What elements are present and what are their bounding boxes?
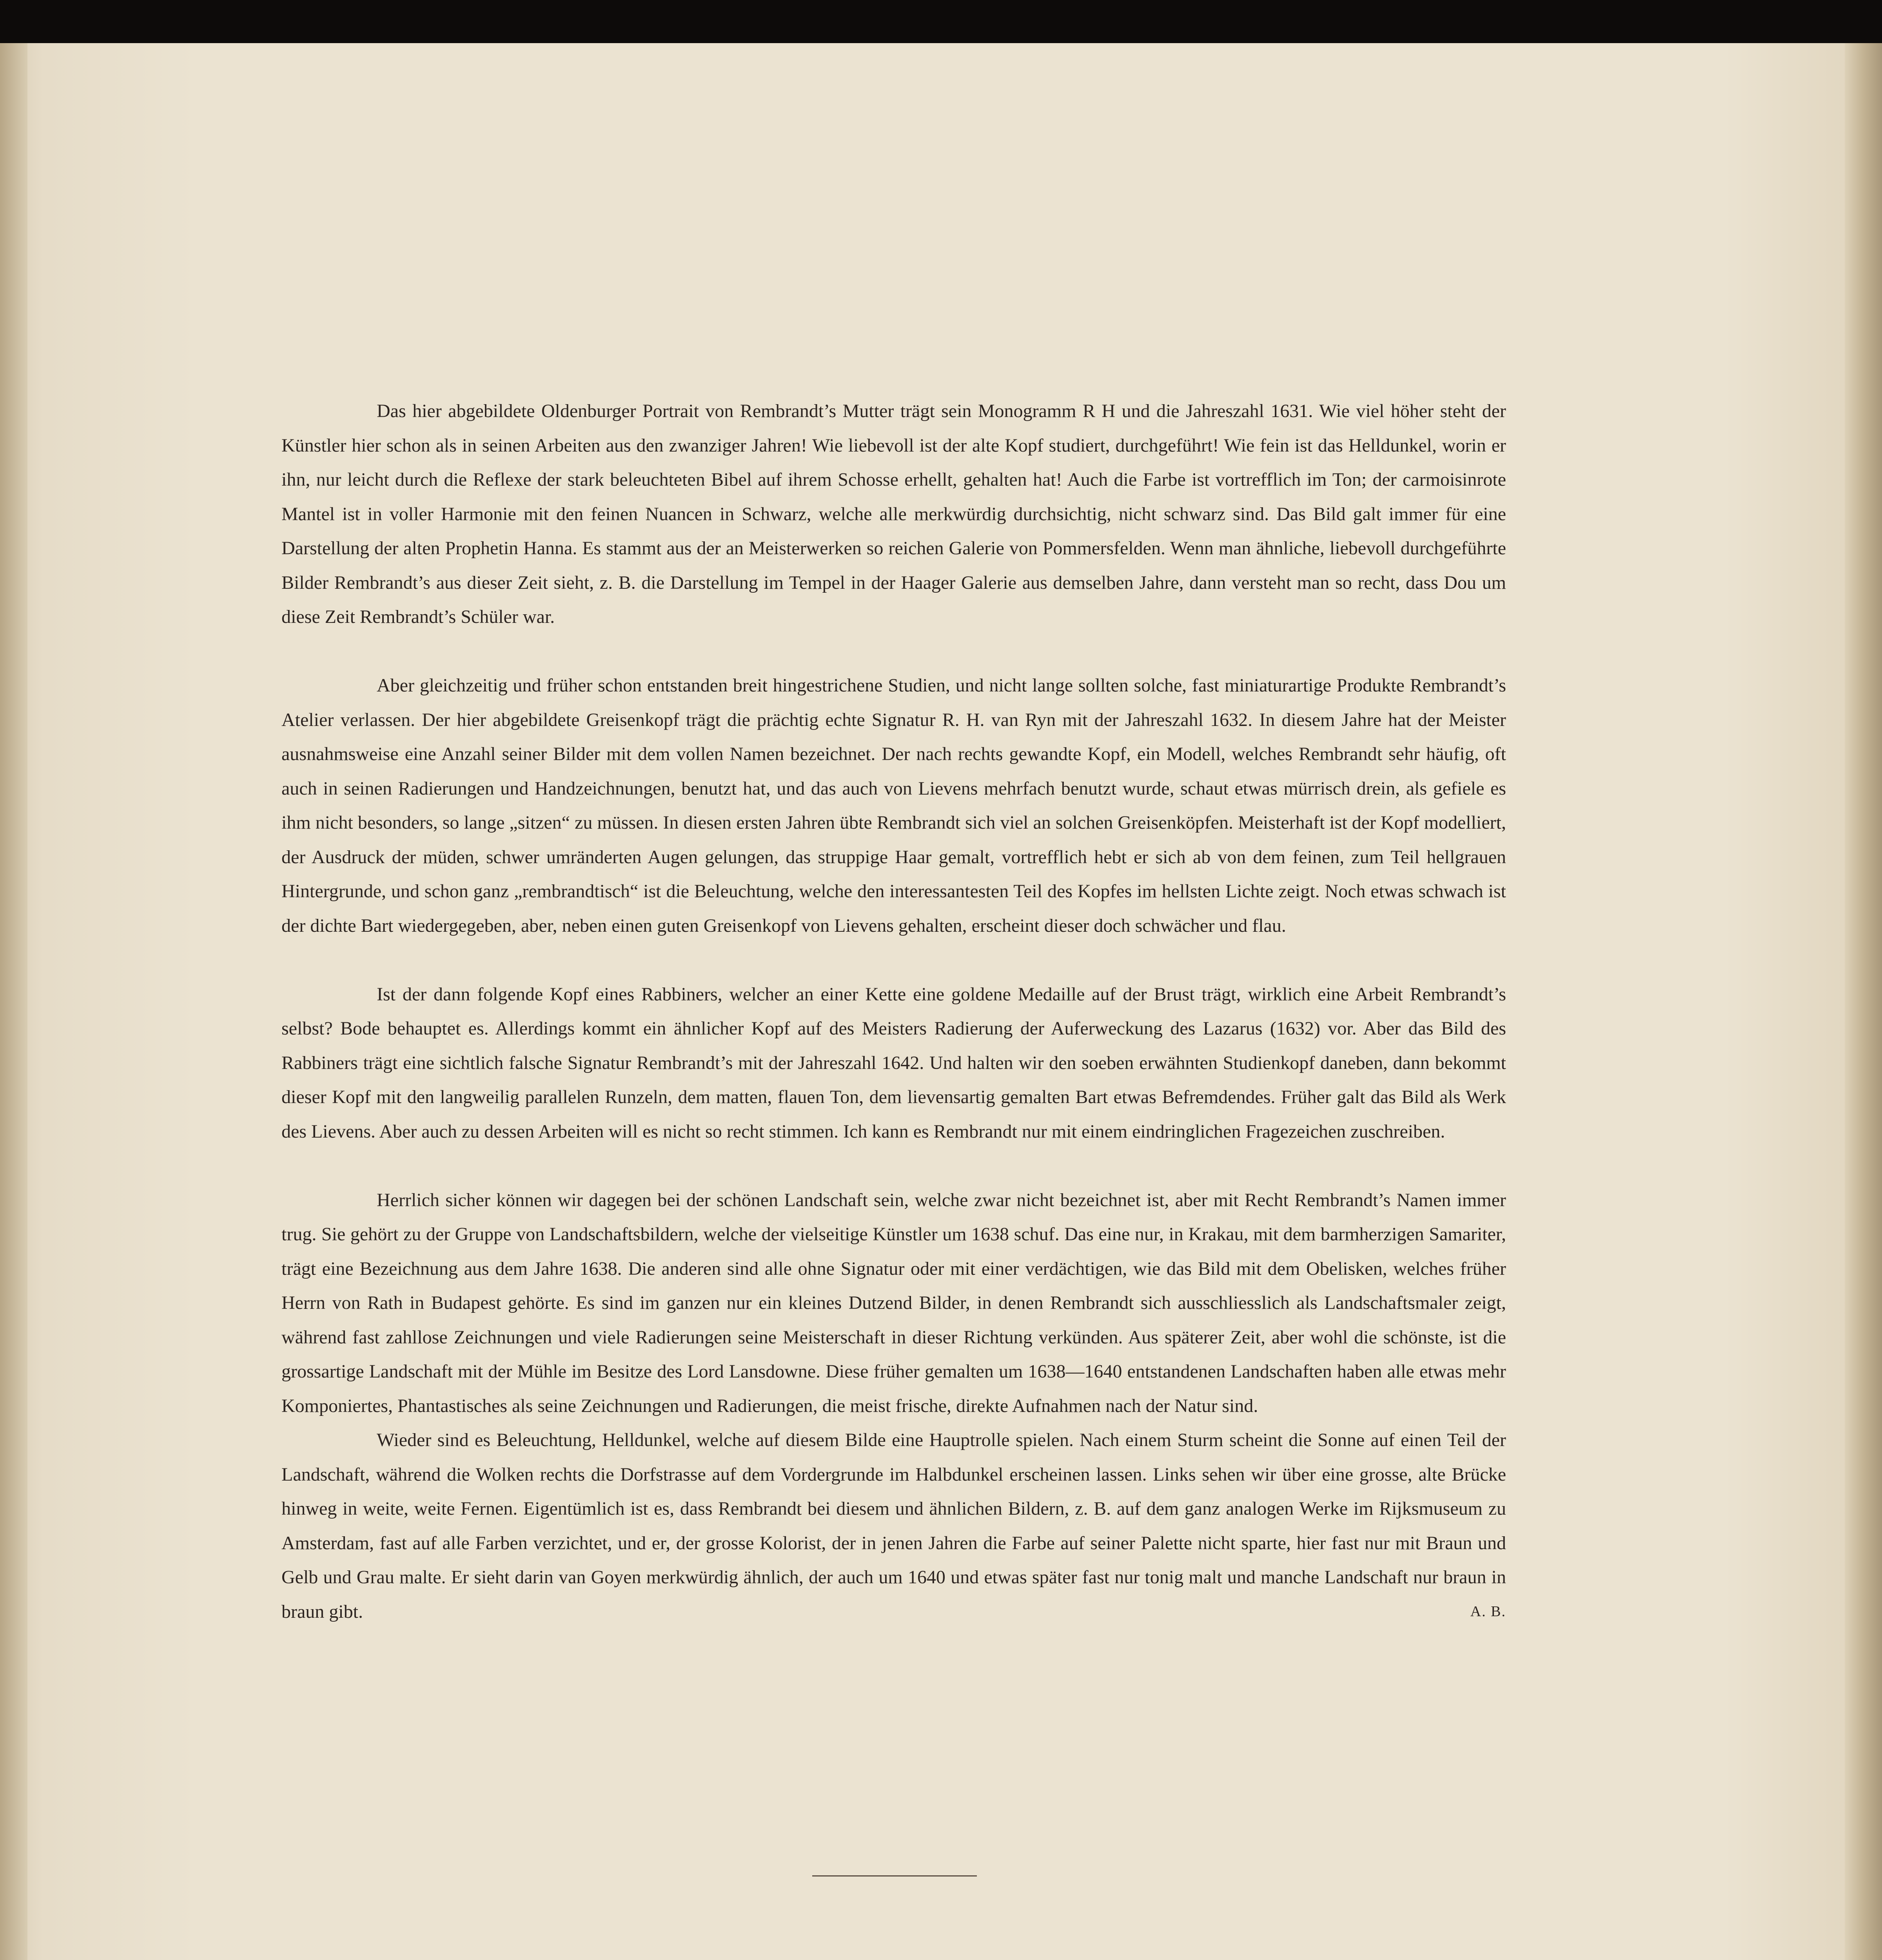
paragraph-rabbiner: Ist der dann folgende Kopf eines Rabbiners, welcher an einer Kette eine goldene Medaille auf der Brust trägt, wirklich eine Arbeit Rembrandt’s selbst? Bode behauptet es. Allerdings kommt ein ähnlicher Kopf auf des Meisters Radierung der Auferweckung des Lazarus (1632) vor. Aber das Bild des Rabbiners trägt eine sichtlich falsche Signatur Rembrandt’s mit der Jahreszahl 1642. Und halten wir den soeben erwähnten Studienkopf daneben, dann bekommt dieser Kopf mit den langweilig parallelen Runzeln, dem matten, flauen Ton, dem lievensartig gemalten Bart etwas Befremdendes. Früher galt das Bild als Werk des Lievens. Aber auch zu dessen Arbeiten will es nicht so recht stimmen. Ich kann es Rembrandt nur mit einem eindringlichen Fragezeichen zuschreiben.	[281, 984, 1506, 1142]
section-divider	[812, 1875, 977, 1877]
author-signature: A. B.	[1470, 1603, 1506, 1620]
paragraph-oldenburg-portrait: Das hier abgebildete Oldenburger Portrait von Rembrandt’s Mutter trägt sein Monogramm R H und die Jahreszahl 1631. Wie viel höher steht der Künstler hier schon als in seinen Arbeiten aus den zwanziger Jahren! Wie liebevoll ist der alte Kopf studiert, durchgeführt! Wie fein ist das Helldunkel, worin er ihn, nur leicht durch die Reflexe der stark beleuchteten Bibel auf ihrem Schosse erhellt, gehalten hat! Auch die Farbe ist vortrefflich im Ton; der carmoisinrote Mantel ist in voller Harmonie mit den feinen Nuancen in Schwarz, welche alle merkwürdig durchsichtig, nicht schwarz sind. Das Bild galt immer für eine Darstellung der alten Prophetin Hanna. Es stammt aus der an Meisterwerken so reichen Galerie von Pommersfelden. Wenn man ähnliche, liebevoll durchgeführte Bilder Rembrandt’s aus dieser Zeit sieht, z. B. die Darstellung im Tempel in der Haager Galerie aus demselben Jahre, dann versteht man so recht, dass Dou um diese Zeit Rembrandt’s Schüler war.	[281, 401, 1506, 627]
page-edge	[1845, 43, 1882, 1960]
paragraph-landschaft: Herrlich sicher können wir dagegen bei der schönen Landschaft sein, welche zwar nicht bezeichnet ist, aber mit Recht Rembrandt’s Namen immer trug. Sie gehört zu der Gruppe von Landschaftsbildern, welche der vielseitige Künstler um 1638 schuf. Das eine nur, in Krakau, mit dem barmherzigen Samariter, trägt eine Bezeichnung aus dem Jahre 1638. Die anderen sind alle ohne Signatur oder mit einer verdächtigen, wie das Bild mit dem Obelisken, welches früher Herrn von Rath in Budapest gehörte. Es sind im ganzen nur ein kleines Dutzend Bilder, in denen Rembrandt sich ausschliesslich als Landschaftsmaler zeigt, während fast zahllose Zeichnungen und viele Radierungen seine Meisterschaft in dieser Richtung verkünden. Aus späterer Zeit, aber wohl die schönste, ist die grossartige Landschaft mit der Mühle im Besitze des Lord Lansdowne. Diese früher gemalten um 1638—1640 entstandenen Landschaften haben alle etwas mehr Komponiertes, Phantastisches als seine Zeichnungen und Radierungen, die meist frische, direkte Aufnahmen nach der Natur sind.	[281, 1189, 1506, 1416]
paragraph-beleuchtung	[281, 1423, 1506, 1629]
book-spine	[0, 43, 27, 1960]
paragraph-beleuchtung-text: Wieder sind es Beleuchtung, Helldunkel, welche auf diesem Bilde eine Hauptrolle spielen. Nach einem Sturm scheint die Sonne auf einen Teil der Landschaft, während die Wolken rechts die Dorfstrasse auf dem Vordergrunde im Halbdunkel erscheinen lassen. Links sehen wir über eine grosse, alte Brücke hinweg in weite, weite Fernen. Eigentümlich ist es, dass Rembrandt bei diesem und ähnlichen Bildern, z. B. auf dem ganz analogen Werke im Rijksmuseum zu Amsterdam, fast auf alle Farben verzichtet, und er, der grosse Kolorist, der in jenen Jahren die Farbe auf seiner Palette nicht sparte, hier fast nur mit Braun und Gelb und Grau malte. Er sieht darin van Goyen merkwürdig ähnlich, der auch um 1640 und etwas später fast nur tonig malt und manche Landschaft nur braun in braun gibt.	[281, 1430, 1506, 1622]
article-text	[281, 394, 1506, 1629]
paragraph-greisenkopf: Aber gleichzeitig und früher schon entstanden breit hingestrichene Studien, und nicht lange sollten solche, fast miniaturartige Produkte Rembrandt’s Atelier verlassen. Der hier abgebildete Greisenkopf trägt die prächtig echte Signatur R. H. van Ryn mit der Jahreszahl 1632. In diesem Jahre hat der Meister ausnahmsweise eine Anzahl seiner Bilder mit dem vollen Namen bezeichnet. Der nach rechts gewandte Kopf, ein Modell, welches Rembrandt sehr häufig, oft auch in seinen Radierungen und Handzeichnungen, benutzt hat, und das auch von Lievens mehrfach benutzt wurde, schaut etwas mürrisch drein, als gefiele es ihm nicht besonders, so lange „sitzen“ zu müssen. In diesen ersten Jahren übte Rembrandt sich viel an solchen Greisenköpfen. Meisterhaft ist der Kopf modelliert, der Ausdruck der müden, schwer umränderten Augen gelungen, das struppige Haar gemalt, vortrefflich hebt er sich ab von dem feinen, zum Teil hellgrauen Hintergrunde, und schon ganz „rembrandtisch“ ist die Beleuchtung, welche den interessantesten Teil des Kopfes im hellsten Lichte zeigt. Noch etwas schwach ist der dichte Bart wiedergegeben, aber, neben einen guten Greisenkopf von Lievens gehalten, erscheint dieser doch schwächer und flau.	[281, 675, 1506, 936]
